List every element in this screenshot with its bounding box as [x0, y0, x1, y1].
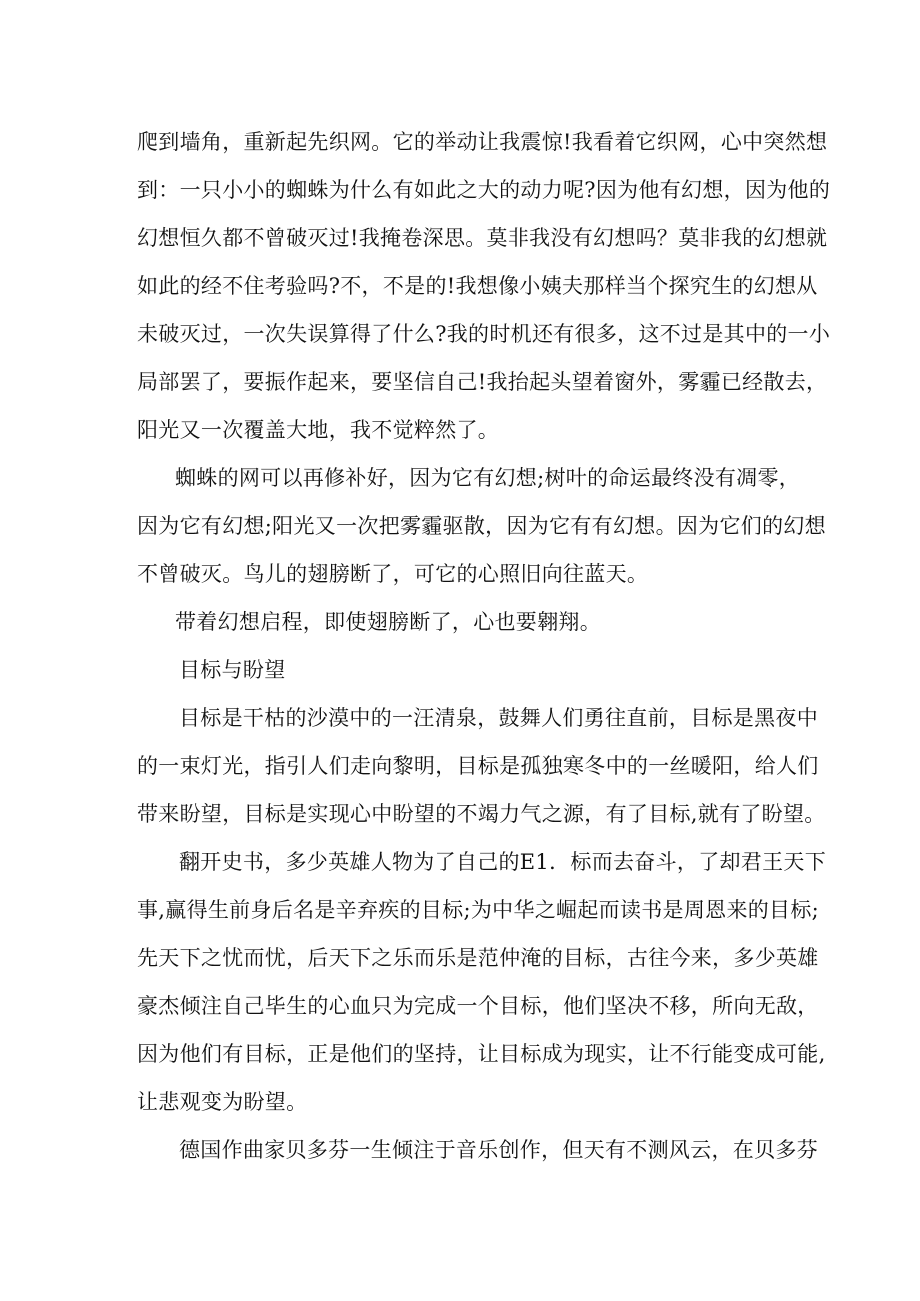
paragraph-line: 因为他们有目标，正是他们的坚持，让目标成为现实，让不行能变成可能,: [137, 1042, 826, 1066]
paragraph-line: 到：一只小小的蜘蛛为什么有如此之大的动力呢?因为他有幻想，因为他的: [137, 178, 831, 202]
paragraph-line: 的一束灯光，指引人们走向黎明，目标是孤独寒冬中的一丝暖阳，给人们: [137, 754, 819, 778]
paragraph-line: 德国作曲家贝多芬一生倾注于音乐创作，但天有不测风云，在贝多芬: [179, 1138, 818, 1162]
paragraph-line: 豪杰倾注自己毕生的心血只为完成一个目标，他们坚决不移，所向无敌，: [137, 994, 819, 1018]
paragraph-line: 未破灭过，一次失误算得了什么?我的时机还有很多，这不过是其中的一小: [137, 322, 831, 346]
paragraph-line: 爬到墙角，重新起先织网。它的举动让我震惊!我看着它织网，心中突然想: [137, 130, 828, 154]
paragraph-line: 局部罢了，要振作起来，要坚信自己!我抬起头望着窗外，雾霾已经散去，: [137, 370, 828, 394]
paragraph-line: 因为它有幻想;阳光又一次把雾霾驱散，因为它有有幻想。因为它们的幻想: [137, 514, 826, 538]
paragraph-line: 目标是干枯的沙漠中的一汪清泉，鼓舞人们勇往直前，目标是黑夜中: [179, 706, 818, 730]
paragraph-line: 阳光又一次覆盖大地，我不觉粹然了。: [137, 418, 500, 442]
section-heading: 目标与盼望: [179, 658, 286, 682]
paragraph-line: 翻开史书，多少英雄人物为了自己的E1．标而去奋斗，了却君王天下: [179, 850, 826, 874]
paragraph-line: 带着幻想启程，即使翅膀断了，心也要翱翔。: [175, 610, 601, 634]
paragraph-line: 带来盼望，目标是实现心中盼望的不竭力气之源，有了目标,就有了盼望。: [137, 802, 826, 826]
paragraph-line: 不曾破灭。鸟儿的翅膀断了，可它的心照旧向往蓝天。: [137, 562, 649, 586]
paragraph-line: 幻想恒久都不曾破灭过!我掩卷深思。莫非我没有幻想吗？莫非我的幻想就: [137, 226, 828, 250]
paragraph-line: 先天下之忧而忧，后天下之乐而乐是范仲淹的目标，古往今来，多少英雄: [137, 946, 819, 970]
paragraph-line: 如此的经不住考验吗?不，不是的!我想像小姨夫那样当个探究生的幻想从: [137, 274, 818, 298]
paragraph-line: 让悲观变为盼望。: [137, 1090, 308, 1114]
paragraph-line: 蜘蛛的网可以再修补好，因为它有幻想;树叶的命运最终没有凋零，: [175, 466, 801, 490]
document-body: [137, 118, 831, 1174]
paragraph-line: 事,赢得生前身后名是辛弃疾的目标;为中华之崛起而读书是周恩来的目标;: [137, 898, 820, 922]
